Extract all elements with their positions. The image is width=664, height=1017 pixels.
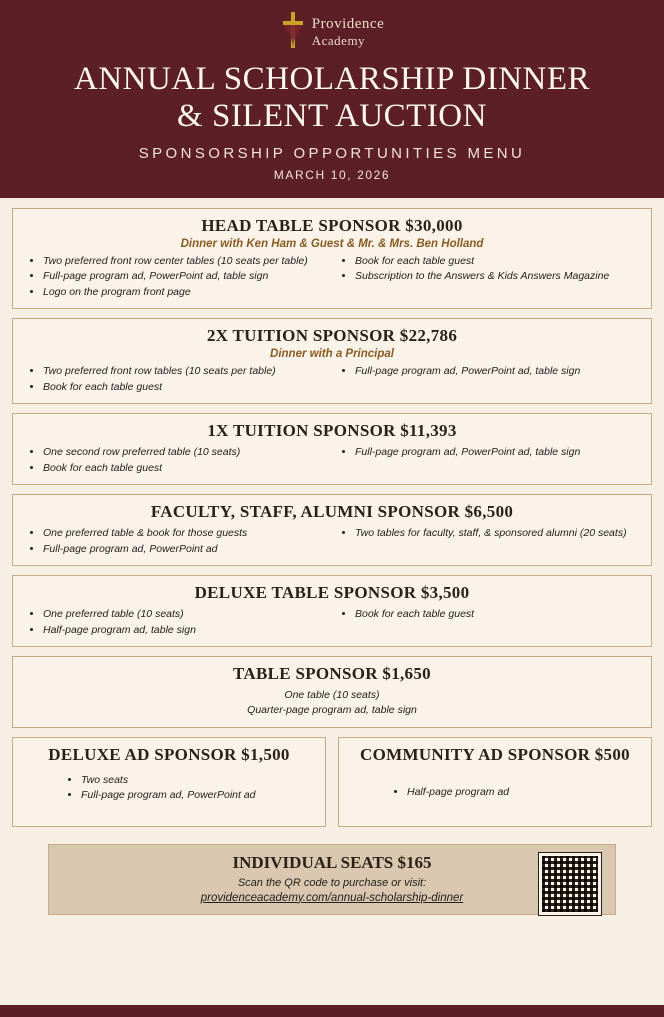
tier-benefits-right <box>335 526 641 557</box>
benefit-item: • Full-page program ad, PowerPoint ad, table sign <box>355 445 641 459</box>
tier-title: DELUXE AD SPONSOR $1,500 <box>48 744 290 764</box>
purchase-link[interactable]: providenceacademy.com/annual-scholarship-dinner <box>200 891 464 904</box>
benefit-item: • Logo on the program front page <box>43 285 329 299</box>
qr-instruction: Scan the QR code to purchase or visit: <box>237 876 427 889</box>
benefit-item: • Two tables for faculty, staff, & sponsored alumni (20 seats) <box>355 526 641 540</box>
page-title-line-1: ANNUAL SCHOLARSHIP DINNER <box>73 61 591 97</box>
tier-benefits-right <box>335 254 641 300</box>
tier-benefits-left <box>23 445 329 476</box>
benefit-item: • Half-page program ad, table sign <box>43 623 329 637</box>
ad-sponsor-row <box>12 737 652 827</box>
page-subtitle: SPONSORSHIP OPPORTUNITIES MENU <box>138 144 526 162</box>
benefit-item: • Full-page program ad, PowerPoint ad <box>81 788 315 802</box>
tier-card <box>12 494 652 566</box>
cross-icon <box>280 10 306 55</box>
tier-title: TABLE SPONSOR $1,650 <box>233 664 431 684</box>
community-ad-sponsor-card <box>338 737 652 827</box>
sponsorship-tiers <box>0 198 664 844</box>
tier-benefits-left <box>23 364 329 395</box>
benefit-line: Quarter-page program ad, table sign <box>247 704 417 717</box>
tier-benefits-right <box>335 445 641 476</box>
tier-card <box>12 208 652 309</box>
benefit-line: One table (10 seats) <box>284 689 380 702</box>
tier-title: HEAD TABLE SPONSOR $30,000 <box>201 215 463 235</box>
tier-benefits-right <box>335 364 641 395</box>
benefit-item: • Book for each table guest <box>355 607 641 621</box>
benefit-item: • Half-page program ad <box>407 785 641 799</box>
tier-subtitle: Dinner with a Principal <box>270 348 394 361</box>
benefit-item: • Book for each table guest <box>43 380 329 394</box>
benefit-item: • One preferred table & book for those guests <box>43 526 329 540</box>
benefit-item: • Two preferred front row tables (10 seats per table) <box>43 364 329 378</box>
tier-benefits-right <box>335 607 641 638</box>
benefit-item: • Two seats <box>81 773 315 787</box>
benefit-item: • Book for each table guest <box>43 461 329 475</box>
deluxe-ad-sponsor-card <box>12 737 326 827</box>
benefit-item: • Full-page program ad, PowerPoint ad, table sign <box>355 364 641 378</box>
individual-seats-title: INDIVIDUAL SEATS $165 <box>232 852 432 872</box>
tier-title: COMMUNITY AD SPONSOR $500 <box>360 744 630 764</box>
benefit-item: • Book for each table guest <box>355 254 641 268</box>
tier-subtitle: Dinner with Ken Ham & Guest & Mr. & Mrs. Ben Holland <box>180 237 484 250</box>
tier-title: FACULTY, STAFF, ALUMNI SPONSOR $6,500 <box>150 502 514 522</box>
individual-seats-card <box>48 844 616 915</box>
tier-benefits-left <box>23 254 329 300</box>
benefit-item: • Two preferred front row center tables (10 seats per table) <box>43 254 329 268</box>
benefit-item: • One preferred table (10 seats) <box>43 607 329 621</box>
tier-card <box>12 413 652 485</box>
benefit-item: • Subscription to the Answers & Kids Answers Magazine <box>355 269 641 283</box>
tier-title: 2X TUITION SPONSOR $22,786 <box>206 326 458 346</box>
benefit-item: • Full-page program ad, PowerPoint ad, table sign <box>43 269 329 283</box>
event-date: MARCH 10, 2026 <box>273 167 391 182</box>
page-title-line-2: & SILENT AUCTION <box>177 97 487 134</box>
page-title <box>20 61 644 135</box>
tier-card <box>12 318 652 404</box>
tier-card <box>12 575 652 647</box>
footer-strip <box>0 1005 664 1017</box>
brand-logo <box>0 10 664 55</box>
qr-code-icon[interactable] <box>539 853 601 915</box>
tier-title: 1X TUITION SPONSOR $11,393 <box>207 421 457 441</box>
tier-title: DELUXE TABLE SPONSOR $3,500 <box>194 583 470 603</box>
page-header <box>0 0 664 198</box>
brand-text <box>312 16 384 50</box>
tier-benefits-left <box>23 607 329 638</box>
tier-benefits-left <box>23 526 329 557</box>
brand-line-1: Providence <box>311 15 385 32</box>
benefit-item: • One second row preferred table (10 seats) <box>43 445 329 459</box>
benefit-item: • Full-page program ad, PowerPoint ad <box>43 542 329 556</box>
brand-line-2: Academy <box>311 32 366 48</box>
table-sponsor-card <box>12 656 652 727</box>
